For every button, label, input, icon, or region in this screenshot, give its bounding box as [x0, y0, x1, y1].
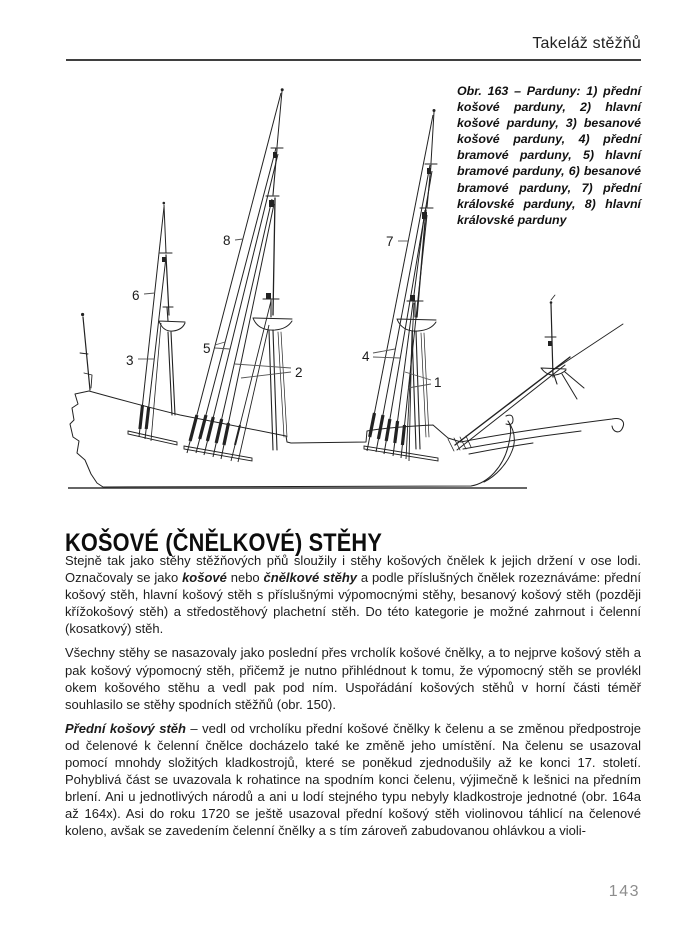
figure-label-2: 2	[295, 365, 303, 380]
mizzen-backstays	[128, 207, 177, 445]
emphasis-text: Přední košový stěh	[65, 720, 186, 736]
page-number: 143	[608, 883, 640, 900]
header-rule	[66, 59, 641, 61]
text-run: Stejně tak jako stěhy stěžňových pňů sloužily i stěhy košových čnělek k jejich držení v ose lodi. Označovaly se jako	[65, 553, 641, 586]
section-heading: KOŠOVÉ (ČNĚLKOVÉ) STĚHY	[65, 528, 383, 557]
figure-label-1: 1	[434, 375, 442, 390]
hull	[70, 313, 624, 487]
bowsprit	[455, 295, 623, 450]
main-mast	[253, 88, 292, 450]
text-run: Všechny stěhy se nasazovaly jako poslední přes vrcholík košové čnělky, a to nejprve košový stěh a pak košový výpomocný stěh, přičemž je nutno přihlédnout k tomu, že výpomocný stěh se provlékl okem košového stěhu a vedl pak pod ním. Uspořádání košových stěhů v horní části téměř souhlasilo se stěhy spodních stěžňů (obr. 150).	[65, 645, 641, 712]
emphasis-text: čnělkové stěhy	[263, 570, 357, 586]
emphasis-text: košové	[182, 570, 227, 586]
paragraph	[65, 552, 641, 637]
figure-label-3: 3	[126, 353, 134, 368]
text-run: – vedl od vrcholíku přední košové čnělky k čelenu a se změnou předpostroje od čelenové k čelenní čnělce docházelo také ke změně jeho umístění. Na čelenu se usazoval pomocí mnohdy složitých kladkostrojů, které se poněkud zjednodušily až ke konci 17. století. Pohyblivá část se uvazovala k rohatince na spodním konci čelenu, výjimečně k lešnici na předním brlení. Ani u jednotlivých národů a ani u lodí stejného typu nebyly kladkostroje jednotné (obr. 164a až 164x). Asi do roku 1720 se ještě usazoval přední košový stěh violinovou táhlicí na čelenové koleno, avšak se zavedením čelenní čnělky a s tím zároveň zabudovanou ohlávkou a violi-	[65, 720, 641, 839]
paragraph	[65, 644, 641, 712]
figure-caption: Obr. 163 – Parduny: 1) přední košové parduny, 2) hlavní košové parduny, 3) besanové košové parduny, 4) přední bramové parduny, 5) hlavní bramové parduny, 6) besanové bramové parduny, 7) přední královské parduny, 8) hlavní královské parduny	[457, 84, 641, 227]
figure-163	[65, 85, 697, 507]
fore-mast	[397, 109, 437, 449]
mizzen-mast	[159, 202, 185, 415]
running-header: Takeláž stěžňů	[532, 35, 641, 52]
paragraph	[65, 720, 641, 840]
text-run: a podle příslušných čnělek rozeznáváme: přední košový stěh, hlavní košový stěh s příslušnými výpomocnými stěhy, besanový košový stěh (později křížokošový stěh) a středostěhový plachetní stěh. Do této kategorie je možné zahrnout i čelenní (kosatkový) stěh.	[65, 570, 642, 637]
figure-label-5: 5	[203, 341, 211, 356]
main-backstays	[184, 93, 281, 462]
figure-label-7: 7	[386, 234, 394, 249]
figure-label-8: 8	[223, 233, 231, 248]
figure-label-4: 4	[362, 349, 370, 364]
fore-backstays	[364, 115, 438, 461]
body-text	[65, 552, 641, 847]
figure-label-6: 6	[132, 288, 140, 303]
text-run: nebo	[226, 570, 264, 586]
